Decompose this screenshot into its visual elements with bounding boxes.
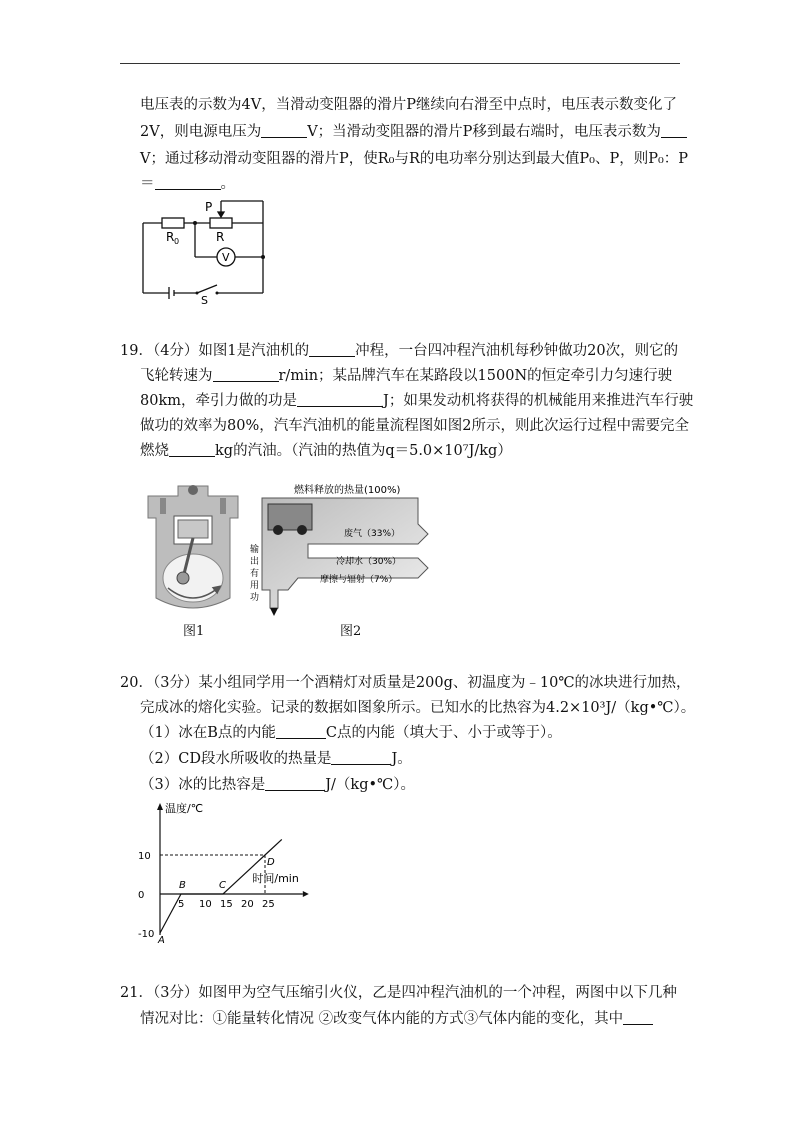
svg-text:功: 功 [250,593,260,603]
temperature-chart [130,800,330,950]
q19-line-1: 19．（4分）如图1是汽油机的 冲程，一台四冲程汽油机每秒钟做功20次，则它的 [120,343,679,359]
car-icon [268,504,312,530]
y-tick-label: 0 [138,890,145,901]
switch [197,285,217,293]
energy-flow-diagram [248,480,438,620]
point-label-c: C [219,880,226,891]
x-tick-label: 20 [241,899,254,910]
q19-line-2: 飞轮转速为 r/min；某品牌汽车在某路段以1500N的恒定牵引力匀速行驶 [140,368,673,384]
answer-blank[interactable] [331,750,391,765]
x-tick-label: 25 [262,899,275,910]
y-axis-label: 温度/℃ [165,802,204,815]
svg-text:P: P [205,200,213,214]
answer-blank[interactable] [155,175,221,190]
engine-figure [138,478,248,618]
q18-line-4: ＝ 。 [140,176,235,192]
y-tick-label: 10 [138,851,151,862]
rheostat-r [210,218,232,228]
answer-blank[interactable] [661,123,687,138]
point-label-d: D [267,857,275,868]
circuit-diagram [135,195,275,307]
svg-text:出: 出 [250,557,260,567]
q19-line-4: 做功的效率为80%，汽车汽油机的能量流程图如图2所示，则此次运行过程中需要完全 [140,418,689,434]
svg-text:R: R [166,230,175,244]
x-axis-label: 时间/min [252,872,299,885]
svg-text:用: 用 [250,581,260,591]
answer-blank[interactable] [169,442,215,457]
fig2-caption: 图2 [340,624,362,639]
y-tick-label: -10 [138,929,155,940]
q18-line-2: 2V，则电源电压为 V；当滑动变阻器的滑片P移到最右端时，电压表示数为 [140,122,687,142]
answer-blank[interactable] [309,342,355,357]
point-label-a: A [158,935,165,946]
q21-line-1: 21．（3分）如图甲为空气压缩引火仪，乙是四冲程汽油机的一个冲程，两图中以下几种 [120,985,677,1001]
answer-blank[interactable] [265,776,325,791]
x-tick-label: 5 [178,899,185,910]
svg-text:R: R [216,230,225,244]
x-tick-label: 10 [199,899,212,910]
answer-blank[interactable] [276,724,326,739]
svg-text:有: 有 [250,569,260,579]
svg-text:V: V [222,251,230,264]
point-label-b: B [179,880,186,891]
svg-text:输: 输 [250,545,260,555]
svg-text:S: S [201,294,208,307]
answer-blank[interactable] [623,1010,653,1025]
svg-text:冷却水（30%）: 冷却水（30%） [336,557,402,567]
answer-blank[interactable] [213,367,279,382]
svg-text:废气（33%）: 废气（33%） [344,529,401,539]
answer-blank[interactable] [261,123,307,138]
svg-text:燃料释放的热量(100%): 燃料释放的热量(100%) [294,485,401,496]
q20-line-2: 完成冰的熔化实验。记录的数据如图象所示。已知水的比热容为4.2×10³J/（kg•℃）。 [140,700,696,716]
q19-line-5: 燃烧 kg的汽油。（汽油的热值为q＝5.0×10⁷J/kg） [140,443,512,459]
q18-line-1: 电压表的示数为4V，当滑动变阻器的滑片P继续向右滑至中点时，电压表示数变化了 [140,97,677,113]
header-rule [120,63,680,64]
q20-sub-2: （2）CD段水所吸收的热量是 J。 [140,751,412,767]
y-axis-arrow [157,803,163,810]
q20-sub-1: （1）冰在B点的内能 C点的内能（填大于、小于或等于）。 [140,725,562,741]
fig1-caption: 图1 [183,624,205,639]
answer-blank[interactable] [297,392,383,407]
x-axis-arrow [303,891,309,897]
x-tick-label: 15 [220,899,233,910]
svg-text:0: 0 [174,237,180,246]
svg-text:摩擦与辐射（7%）: 摩擦与辐射（7%） [320,575,398,585]
q20-line-1: 20．（3分）某小组同学用一个酒精灯对质量是200g、初温度为﹣10℃的冰块进行加热， [120,675,691,691]
q21-line-2: 情况对比：①能量转化情况 ②改变气体内能的方式③气体内能的变化，其中 [140,1009,653,1029]
resistor-r0 [162,218,184,228]
q18-line-3: V；通过移动滑动变阻器的滑片P，使R₀与R的电功率分别达到最大值P₀、P，则P₀：P [140,151,689,167]
q19-line-3: 80km，牵引力做的功是 J；如果发动机将获得的机械能用来推进汽车行驶 [140,393,694,409]
q20-sub-3: （3）冰的比热容是 J/（kg•℃）。 [140,777,416,793]
